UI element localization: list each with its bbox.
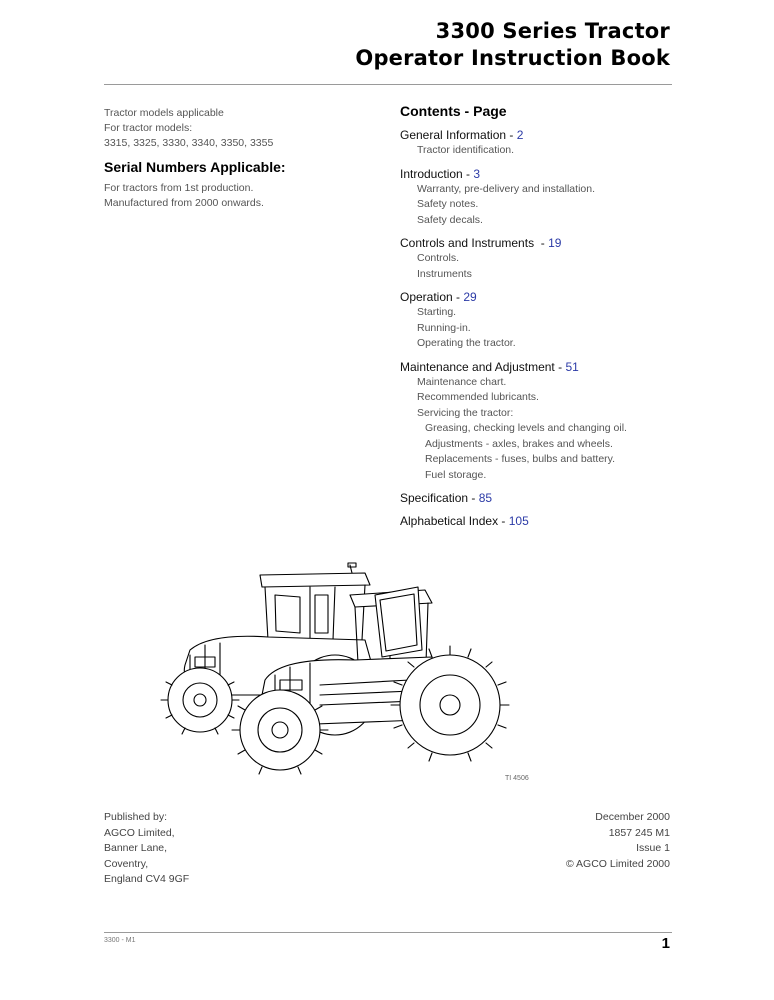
toc-section-operation[interactable] bbox=[400, 289, 680, 352]
toc-item: Servicing the tractor: bbox=[417, 406, 514, 419]
toc-separator: - bbox=[462, 166, 474, 181]
toc-separator: - bbox=[452, 290, 464, 304]
bottom-divider bbox=[104, 932, 672, 933]
title-line-1: 3300 Series Tractor bbox=[435, 19, 670, 43]
toc-subitem: Adjustments - axles, brakes and wheels. bbox=[425, 437, 613, 450]
toc-section-alphabetical-index[interactable] bbox=[400, 513, 680, 529]
models-label: For tractor models: bbox=[104, 122, 193, 134]
toc-page-link[interactable]: 2 bbox=[516, 128, 524, 142]
toc-item: Starting. bbox=[417, 306, 457, 318]
toc-section-title: Maintenance and Adjustment bbox=[400, 359, 555, 374]
publisher-line-2: AGCO Limited, bbox=[104, 826, 175, 839]
edition-block bbox=[566, 810, 670, 872]
toc-section-title: Controls and Instruments bbox=[400, 236, 535, 250]
toc-section-title: Operation bbox=[400, 290, 453, 304]
edition-part-number: 1857 245 M1 bbox=[608, 826, 670, 839]
toc-page-link[interactable]: 51 bbox=[565, 359, 579, 374]
publisher-line-4: Coventry, bbox=[104, 857, 149, 870]
page-number: 1 bbox=[661, 935, 670, 952]
toc-item: Warranty, pre-delivery and installation. bbox=[417, 182, 595, 195]
footer-code: 3300 - M1 bbox=[104, 937, 136, 944]
toc-separator: - bbox=[506, 128, 517, 142]
toc-section-maintenance[interactable] bbox=[400, 359, 680, 484]
toc-item: Safety notes. bbox=[417, 198, 479, 210]
title-line-2: Operator Instruction Book bbox=[355, 46, 670, 70]
toc-separator: - bbox=[498, 514, 509, 528]
toc-separator: - bbox=[468, 491, 479, 505]
toc-subitem: Greasing, checking levels and changing oil. bbox=[425, 422, 627, 434]
publisher-block bbox=[104, 810, 189, 888]
edition-issue: Issue 1 bbox=[636, 842, 670, 854]
toc-page-link[interactable]: 85 bbox=[478, 491, 493, 505]
toc-item: Tractor identification. bbox=[417, 144, 515, 156]
tractor-front-drawing bbox=[232, 587, 509, 774]
toc-page-link[interactable]: 105 bbox=[508, 514, 529, 528]
serial-line-1: For tractors from 1st production. bbox=[104, 182, 254, 194]
toc-item: Instruments bbox=[417, 267, 472, 280]
toc-section-introduction[interactable] bbox=[400, 166, 680, 229]
toc-page-link[interactable]: 19 bbox=[548, 236, 562, 250]
toc-item: Running-in. bbox=[417, 321, 471, 334]
toc-separator: - bbox=[554, 359, 566, 374]
table-of-contents bbox=[400, 103, 680, 536]
serial-line-2: Manufactured from 2000 onwards. bbox=[104, 197, 264, 209]
toc-page-link[interactable]: 29 bbox=[463, 290, 477, 304]
toc-separator: - bbox=[534, 236, 549, 250]
publisher-line-5: England CV4 9GF bbox=[104, 873, 190, 885]
toc-section-general-information[interactable] bbox=[400, 127, 680, 159]
top-divider bbox=[104, 84, 672, 85]
toc-subitem: Fuel storage. bbox=[425, 468, 487, 481]
toc-page-link[interactable]: 3 bbox=[473, 166, 481, 181]
toc-item: Safety decals. bbox=[417, 213, 483, 226]
left-column bbox=[104, 106, 374, 211]
edition-date: December 2000 bbox=[595, 811, 670, 823]
figure-code: TI 4506 bbox=[505, 775, 529, 782]
tractor-illustration bbox=[150, 545, 550, 800]
serial-numbers-heading: Serial Numbers Applicable: bbox=[104, 159, 286, 175]
toc-subitem: Replacements - fuses, bulbs and battery. bbox=[425, 453, 616, 465]
models-applicable: Tractor models applicable bbox=[104, 107, 224, 119]
toc-section-specification[interactable] bbox=[400, 490, 680, 506]
toc-item: Maintenance chart. bbox=[417, 375, 507, 388]
models-list: 3315, 3325, 3330, 3340, 3350, 3355 bbox=[104, 137, 274, 149]
publisher-line-1: Published by: bbox=[104, 811, 168, 823]
toc-section-title: General Information bbox=[400, 128, 507, 142]
edition-copyright: © AGCO Limited 2000 bbox=[565, 857, 670, 870]
publisher-line-3: Banner Lane, bbox=[104, 842, 168, 854]
toc-item: Operating the tractor. bbox=[417, 337, 516, 349]
toc-item: Controls. bbox=[417, 252, 460, 264]
contents-heading: Contents - Page bbox=[400, 103, 507, 119]
toc-section-title: Introduction bbox=[400, 166, 463, 181]
document-title bbox=[355, 18, 670, 72]
toc-section-title: Specification bbox=[400, 491, 469, 505]
toc-item: Recommended lubricants. bbox=[417, 391, 539, 403]
toc-section-title: Alphabetical Index bbox=[400, 514, 499, 528]
toc-section-controls-instruments[interactable] bbox=[400, 235, 680, 282]
